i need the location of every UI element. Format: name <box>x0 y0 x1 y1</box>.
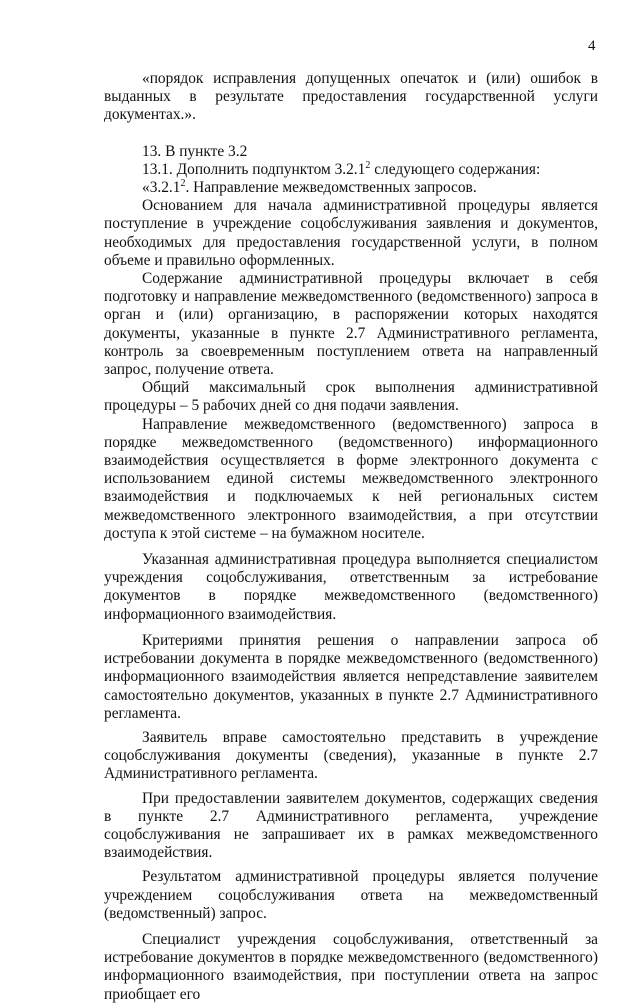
paragraph-result: Результатом административной процедуры является получение учреждением соцобслуживания ответа на межведомственный (ведомственный) запрос. <box>104 868 598 922</box>
paragraph-quote-end: «порядок исправления допущенных опечаток и (или) ошибок в выданных в результате предоставления государственной услуги документах.». <box>104 70 598 124</box>
paragraph-item-13-1 <box>104 161 598 179</box>
subitem-title: . Направление межведомственных запросов. <box>185 179 477 197</box>
page-number: 4 <box>588 38 596 54</box>
item-13-1-text-tail: следующего содержания: <box>374 160 541 178</box>
paragraph-specialist-response: Специалист учреждения соцобслуживания, ответственный за истребование документов в порядке межведомственного (ведомственного) информационного взаимодействия, при поступлении ответа на запрос приобщает его <box>104 930 598 1003</box>
superscript-mark: 2 <box>180 178 186 190</box>
superscript-mark: 2 <box>365 159 371 171</box>
paragraph-content: Содержание административной процедуры включает в себя подготовку и направление межведомственного (ведомственного) запроса в орган и (или) организацию, в распоряжении которых находятся документы, указанные в пункте 2.7 Административного регламента, контроль за своевременным поступлением ответа на направленный запрос, получение ответа. <box>104 270 598 379</box>
subitem-number: «3.2.1 <box>142 179 181 197</box>
document-body <box>104 70 598 1004</box>
paragraph-direction: Направление межведомственного (ведомственного) запроса в порядке межведомственного (ведомственного) информационного взаимодействия осуществляется в форме электронного документа с использованием единой системы межведомственного электронного взаимодействия и подключаемых к ней региональных систем межведомственного электронного взаимодействия, а при отсутствии доступа к этой системе – на бумажном носителе. <box>104 415 598 542</box>
item-13-1-text: 13.1. Дополнить подпунктом 3.2.1 <box>142 160 366 178</box>
paragraph-applicant-right: Заявитель вправе самостоятельно представить в учреждение соцобслуживания документы (сведения), указанные в пункте 2.7 Административного регламента. <box>104 728 598 783</box>
paragraph-item-13: 13. В пункте 3.2 <box>142 142 248 160</box>
paragraph-basis: Основанием для начала административной процедуры является поступление в учреждение соцобслуживания заявления и документов, необходимых для предоставления государственной услуги, в полном объеме и правильно оформленных. <box>104 197 598 269</box>
paragraph-specialist: Указанная административная процедура выполняется специалистом учреждения соцобслуживания, ответственным за истребование документов в порядке межведомственного (ведомственного) информационного взаимодействия. <box>104 551 598 623</box>
paragraph-provision: При предоставлении заявителем документов, содержащих сведения в пункте 2.7 Административного регламента, учреждение соцобслуживания не запрашивает их в рамках межведомственного взаимодействия. <box>104 789 598 862</box>
paragraph-deadline: Общий максимальный срок выполнения административной процедуры – 5 рабочих дней со дня подачи заявления. <box>104 379 598 415</box>
paragraph-criteria: Критериями принятия решения о направлении запроса об истребовании документа в порядке межведомственного (ведомственного) информационного взаимодействия является непредставление заявителем самостоятельно документов, указанных в пункте 2.7 Административного регламента. <box>104 631 598 722</box>
paragraph-subitem-heading <box>104 179 598 197</box>
